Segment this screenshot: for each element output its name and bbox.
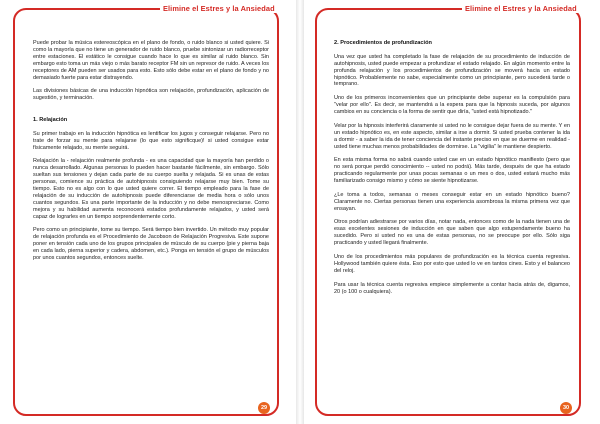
paragraph: Relajación la - relajación realmente profunda - es una capacidad que la mayoría han perdido o nunca desarrollado. Algunas personas lo pueden hacer bastante fácilmente, sin embargo. Sólo sueltan sus tensiones y dejan cada parte de su cuerpo suelta y relajada. Si es unas de estas personas, comience su práctica de autohipnosis consiguiendo relajarse muy bien. Tome su tiempo. Esto no es algo con lo que usted quiere correr. El tiempo empleado para la fase de relajación de su inducción de autohipnosis puede diferenciarse de media hora o sólo unos cuantos segundos. Es una parte importante de la inducción y no debe menospreciarse. Como mejora y su habilidad aumenta reconocerá estados profundamente relajados, y usted será capaz de lograrles en un tiempo sorprendentemente corto. [33,158,269,220]
paragraph: Otros podrían adiestrarse por varios días, notar nada, entonces como de la nada tienen una de esas excelentes sesiones de inducción en que saben que algo estupendamente bueno ha sucedido. Pero si usted no es una de estas personas, no se preocupe por ello. Sólo siga practicando y usted llegará finalmente. [334,219,570,247]
page-content [33,40,269,269]
paragraph: Velar por la hipnosis interferirá claramente si usted no le consigue dejar fuera de su mente. Y en un estado hipnótico es, en este aspecto, similar a irse a dormir. Si usted prueba contener la ida a dormir - a saber la ida de tener conciencia del instante preciso en que se duerme en realidad - usted tiene muchas menos probabilidades de dormirse. La "vigilia" le mantiene despierto. [334,122,570,150]
paragraph: Una vez que usted ha completado la fase de relajación de su procedimiento de inducción de autohipnosis, usted puede empezar a profundizar el estado relajado. En algún momento entre la profunda relajación y los procedimientos de profundización se moverá hacia un estado hipnótico. Probablemente no sabe, especialmente como un principiante, pero sucederá tarde o temprano. [334,53,570,88]
section-heading: 1. Relajación [33,117,68,124]
running-header: Elimine el Estres y la Ansiedad [160,4,278,13]
page-number-badge: 30 [560,402,572,414]
paragraph: ¿Le toma a todos, semanas o meses conseguir estar en un estado hipnótico bueno? Claramente no. Ciertas personas tienen una experiencia asombrosa la misma primera vez que ensayan. [334,191,570,212]
paragraph: Puede probar la música estereoscópica en el plano de fondo, o ruido blanco si usted quiere. Si como la mayoría que no tiene un generador de ruido blanco, pruebe sintonizar un radiorreceptor entre estaciones. El estático le consigue cuando hace lo que es similar al ruido blanco. Sin embargo esto toma un más viejo o más barato receptor FM sin un represor de ruido. A veces los receptores de AM pueden ser usados para esto. Esto sólo debe estar en el plano de fondo y no demasiado fuerte para estar distrayendo. [33,40,269,81]
right-page [304,0,600,424]
paragraph: En esta misma forma no sabrá cuando usted cae en un estado hipnótico manifiesto (pero que no será porque perdió conocimiento -- usted no podrá). Más tarde, después de que ha estado practicando regularmente por unas pocas semanas o un mes o dos, usted estará mucho más familiarizado consigo mismo y cómo se siente hipnotizarse. [334,157,570,185]
section-heading: 2. Procedimientos de profundización [334,40,432,46]
paragraph: Pero como un principiante, tome su tiempo. Será tiempo bien invertido. Un método muy popular de relajación profunda es el Procedimiento de Jacobson de Relajación Progresiva. Este supone poner en tensión cada uno de los grupos principales de músculo de su cuerpo (pie y pierna baja en cada lado, pierna superior y cadera, abdomen, etc.). Ponga en tensión el grupo de músculos por unos cuantos segundos, entonces suelte. [33,227,269,262]
paragraph: Uno de los procedimientos más populares de profundización es la técnica cuenta regresiva. Hollywood también quiere ésta. Eso por esto que usted lo ve en tantos cines. Esto y el balanceo del reloj. [334,253,570,274]
page-content [334,40,570,302]
running-header: Elimine el Estres y la Ansiedad [462,4,580,13]
paragraph: Para usar la técnica cuenta regresiva empiece simplemente a contar hacia atrás de, digamos, 20 (o 100 o cualquiera). [334,281,570,295]
paragraph: Su primer trabajo en la inducción hipnótica es lentificar los jugos y conseguir relajarse. Pero no trate de forzar su mente para relajarse (lo que esto significque)! si usted consigue estar físicamente relajado, su mente seguirá. [33,130,269,151]
paragraph: Las divisiones básicas de una inducción hipnótica son relajación, profundización, aplicación de sugestión, y terminación. [33,88,269,102]
book-gutter [296,0,304,424]
left-page [0,0,296,424]
paragraph: Uno de los primeros inconvenientes que un principiante debe superar es la compulsión para "velar por ello". Es decir, se mantendrá a la espera para que la hipnosis suceda, por algunos cambios en su conciencia o la forma de sentir que diría, "usted está hipnotizado." [334,95,570,116]
page-number-badge: 29 [258,402,270,414]
